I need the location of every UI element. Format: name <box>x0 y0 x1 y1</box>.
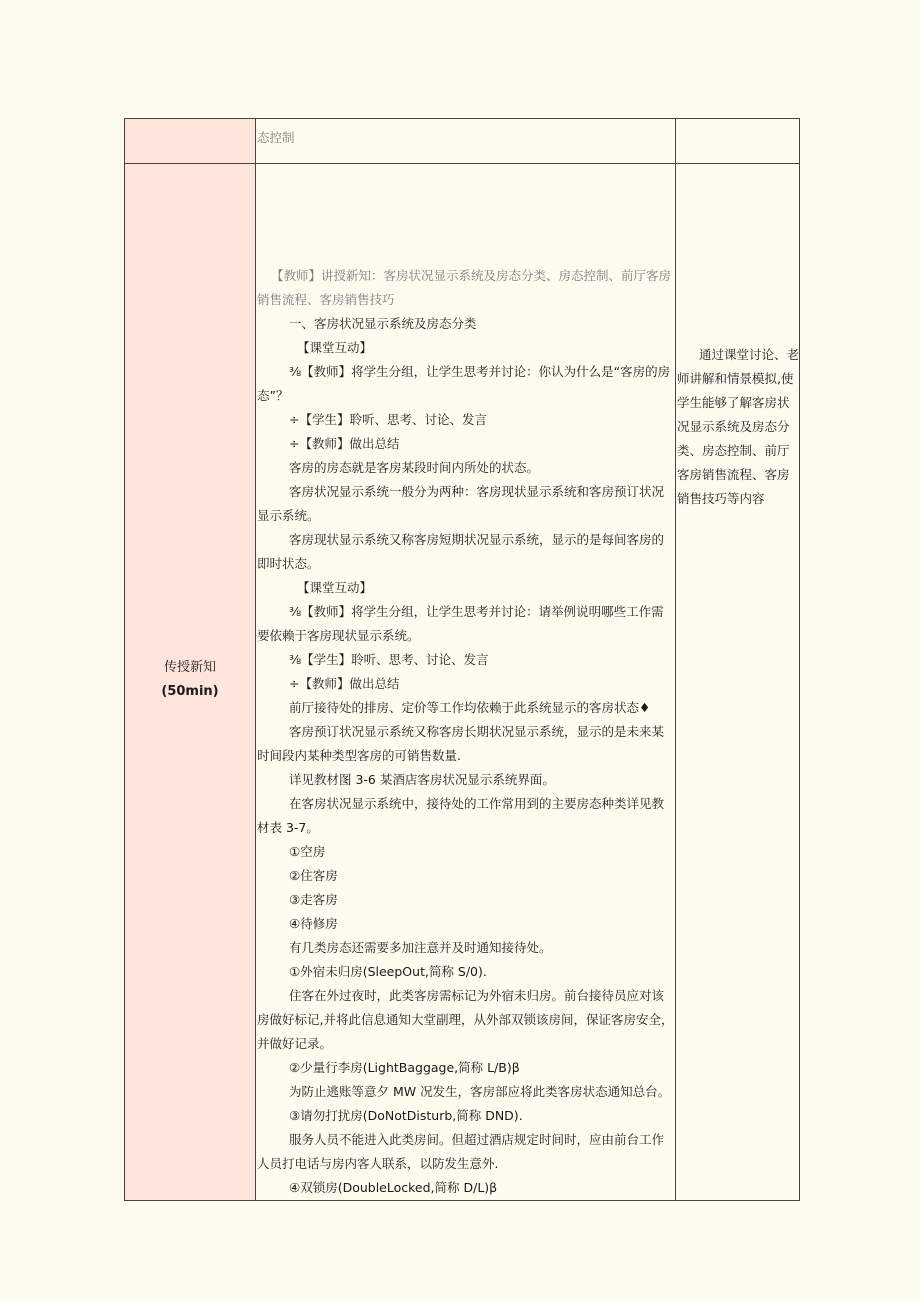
paragraph: ⅜【学生】聆听、思考、讨论、发言 <box>289 652 489 667</box>
lesson-plan-table <box>124 118 800 1201</box>
paragraph: ÷【教师】做出总结 <box>289 436 400 451</box>
objective-cell <box>676 164 800 1201</box>
paragraph: 客房状况显示系统一般分为两种：客房现状显示系统和客房预订状况显示系统。 <box>257 484 665 523</box>
stage-cell <box>125 164 256 1201</box>
paragraph: ⅜【教师】将学生分组，让学生思考并讨论：你认为什么是“客房的房态”？ <box>257 364 671 403</box>
section-heading: 一、客房状况显示系统及房态分类 <box>289 316 477 331</box>
list-item: ①外宿未归房(SleepOut,简称 S/0). <box>289 964 487 979</box>
paragraph: 住客在外过夜时，此类客房需标记为外宿未归房。前台接待员应对该房做好标记,并将此信息通知大堂副理，从外部双锁该房间，保证客房安全，并做好记录。 <box>257 988 674 1051</box>
continued-text: 态控制 <box>257 130 295 145</box>
content-cell <box>256 119 676 164</box>
list-item: ①空房 <box>289 844 326 859</box>
paragraph: 为防止逃账等意夕 MW 况发生，客房部应将此类客房状态通知总台。 <box>289 1084 671 1099</box>
teaching-content <box>256 164 675 1200</box>
stage-name: 传授新知 <box>163 660 216 675</box>
list-item: ④待修房 <box>289 916 338 931</box>
table-row <box>125 119 800 164</box>
paragraph: 前厅接待处的排房、定价等工作均依赖于此系统显示的客房状态♦ <box>289 700 651 715</box>
teaching-objective: 通过课堂讨论、老师讲解和情景模拟,使学生能够了解客房状况显示系统及房态分类、房态控制、前厅客房销售流程、客房销售技巧等内容 <box>677 347 800 506</box>
table-row <box>125 164 800 1201</box>
paragraph: 在客房状况显示系统中，接待处的工作常用到的主要房态种类详见教材表 3-7。 <box>257 796 665 835</box>
paragraph: 客房预订状况显示系统又称客房长期状况显示系统，显示的是未来某时间段内某种类型客房的可销售数量. <box>257 724 665 763</box>
list-item: ④双锁房(DoubleLocked,简称 D/L)β <box>289 1180 498 1195</box>
paragraph: ÷【学生】聆听、思考、讨论、发言 <box>289 412 487 427</box>
list-item: ②住客房 <box>289 868 338 883</box>
paragraph: ÷【教师】做出总结 <box>289 676 400 691</box>
paragraph: 详见教材图 3-6 某酒店客房状况显示系统界面。 <box>289 772 555 787</box>
list-item: ③请勿打扰房(DoNotDisturb,简称 DND). <box>289 1108 523 1123</box>
paragraph: 客房现状显示系统又称客房短期状况显示系统，显示的是每间客房的即时状态。 <box>257 532 665 571</box>
content-cell <box>256 164 676 1201</box>
intro-text: 【教师】讲授新知：客房状况显示系统及房态分类、房态控制、前厅客房销售流程、客房销售技巧 <box>257 268 672 307</box>
objective-cell-empty <box>676 119 800 164</box>
stage-duration: (50min) <box>161 684 219 699</box>
paragraph: 有几类房态还需要多加注意并及时通知接待处。 <box>289 940 552 955</box>
paragraph: ⅜【教师】将学生分组，让学生思考并讨论：请举例说明哪些工作需要依赖于客房现状显示系统。 <box>257 604 664 643</box>
stage-label <box>125 656 255 704</box>
list-item: ③走客房 <box>289 892 338 907</box>
list-item: ②少量行李房(LightBaggage,简称 L/B)β <box>289 1060 520 1075</box>
paragraph: 【课堂互动】 <box>297 340 373 355</box>
paragraph: 服务人员不能进入此类房间。但超过酒店规定时间时，应由前台工作人员打电话与房内客人联系，以防发生意外. <box>257 1132 665 1171</box>
stage-cell-empty <box>125 119 256 164</box>
paragraph: 【课堂互动】 <box>297 580 373 595</box>
paragraph: 客房的房态就是客房某段时间内所处的状态。 <box>289 460 540 475</box>
